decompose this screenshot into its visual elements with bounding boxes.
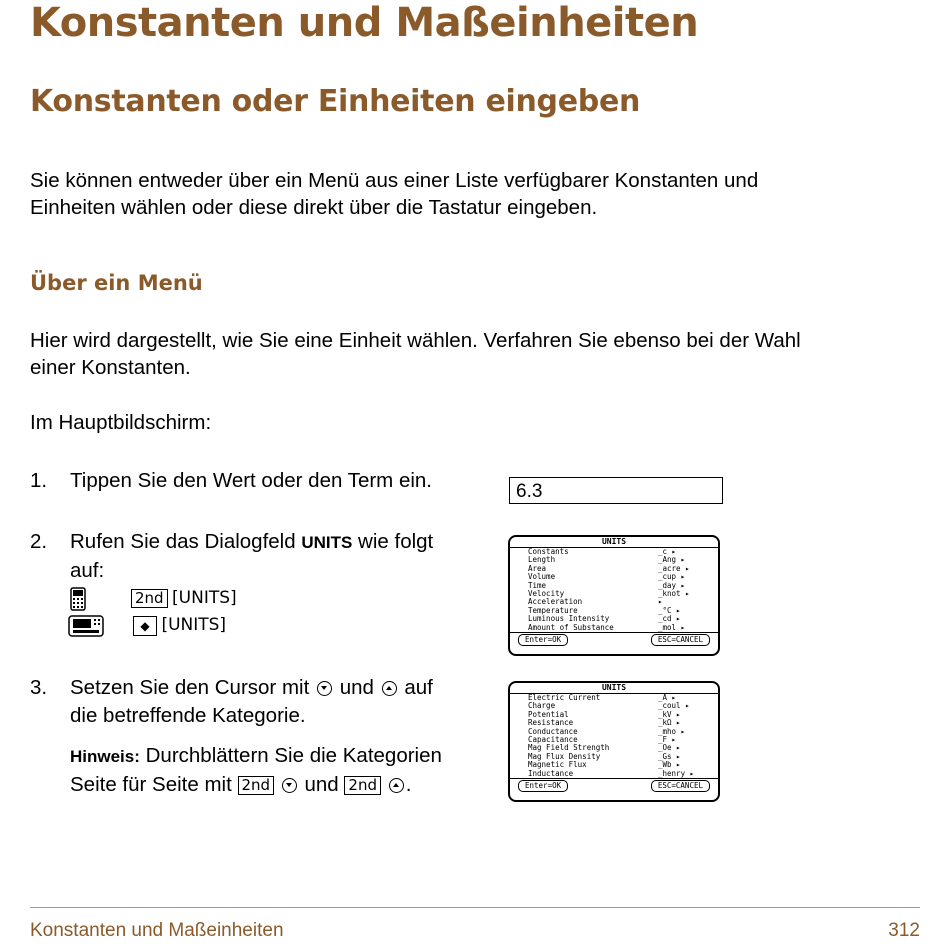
row-unit: _°C ▸ bbox=[658, 605, 681, 615]
down-arrow-icon bbox=[317, 681, 332, 696]
entry-line-display: 6.3 bbox=[509, 477, 723, 504]
units-key-2: [UNITS] bbox=[161, 615, 227, 635]
units-key: [UNITS] bbox=[172, 588, 237, 608]
screen-2-footer bbox=[510, 778, 718, 793]
desc-line-1: Hier wird dargestellt, wie Sie eine Einheit wählen. Verfahren Sie ebenso bei der Wahl bbox=[30, 329, 801, 352]
step-number-2: 2. bbox=[30, 530, 48, 553]
desc-line-2: einer Konstanten. bbox=[30, 356, 191, 379]
hint-line-1: Durchblättern Sie die Kategorien bbox=[145, 744, 442, 767]
footer-divider bbox=[30, 907, 920, 908]
row-unit: _acre ▸ bbox=[658, 563, 690, 573]
row-label: Conductance bbox=[528, 726, 578, 736]
esc-cancel-button: ESC=CANCEL bbox=[651, 634, 710, 646]
row-unit: _kV ▸ bbox=[658, 709, 681, 719]
row-unit: _henry ▸ bbox=[658, 768, 695, 778]
step-3-text-b: und bbox=[339, 676, 374, 699]
row-unit: ▸ bbox=[658, 597, 663, 607]
hint-line-2b: und bbox=[304, 773, 339, 796]
subsection-heading: Über ein Menü bbox=[30, 271, 203, 295]
row-label: Volume bbox=[528, 572, 556, 582]
intro-line-2: Einheiten wählen oder diese direkt über die Tastatur eingeben. bbox=[30, 196, 598, 219]
hint-period: . bbox=[405, 773, 412, 796]
enter-ok-button-2: Enter=OK bbox=[518, 780, 568, 792]
row-unit: _Ang ▸ bbox=[658, 555, 686, 565]
row-label: Luminous Intensity bbox=[528, 614, 610, 624]
voyage200-calculator-icon bbox=[68, 615, 104, 642]
row-label: Capacitance bbox=[528, 735, 578, 745]
row-label: Magnetic Flux bbox=[528, 760, 587, 770]
row-label: Electric Current bbox=[528, 693, 601, 702]
row-label: Time bbox=[528, 580, 547, 590]
enter-ok-button: Enter=OK bbox=[518, 634, 568, 646]
row-label: Constants bbox=[528, 547, 569, 556]
down-arrow-icon-2 bbox=[282, 778, 297, 793]
row-label: Inductance bbox=[528, 768, 574, 778]
second-key: 2nd bbox=[131, 589, 168, 608]
diamond-key: ◆ bbox=[133, 616, 157, 636]
intro-paragraph bbox=[30, 167, 910, 221]
section-heading: Konstanten oder Einheiten eingeben bbox=[30, 84, 641, 119]
description-paragraph bbox=[30, 327, 910, 381]
row-label: Mag Flux Density bbox=[528, 751, 601, 761]
step-text-1: Tippen Sie den Wert oder den Term ein. bbox=[70, 469, 432, 492]
intro-line-1: Sie können entweder über ein Menü aus einer Liste verfügbarer Konstanten und bbox=[30, 169, 759, 192]
units-dialog-screen-2 bbox=[508, 681, 720, 802]
row-unit: _mho ▸ bbox=[658, 726, 686, 736]
screen-2-title: UNITS bbox=[510, 683, 718, 694]
row-unit: _A ▸ bbox=[658, 693, 677, 702]
screen-1-footer bbox=[510, 632, 718, 647]
row-label: Charge bbox=[528, 701, 556, 711]
hint-note bbox=[70, 742, 510, 799]
ti89-key-sequence bbox=[131, 588, 237, 608]
row-label: Resistance bbox=[528, 718, 574, 728]
row-label: Length bbox=[528, 555, 556, 565]
hint-line-2a: Seite für Seite mit bbox=[70, 773, 232, 796]
home-screen-label: Im Hauptbildschirm: bbox=[30, 411, 212, 434]
row-label: Temperature bbox=[528, 605, 578, 615]
row-unit: _F ▸ bbox=[658, 735, 677, 745]
footer-chapter-title: Konstanten und Maßeinheiten bbox=[30, 920, 284, 941]
units-dialog-screen-1 bbox=[508, 535, 720, 656]
step-2-text-b: wie folgt bbox=[358, 530, 434, 553]
row-unit: _mol ▸ bbox=[658, 622, 686, 632]
row-unit: _Gs ▸ bbox=[658, 751, 681, 761]
page-number: 312 bbox=[888, 920, 920, 941]
step-text-3 bbox=[70, 674, 500, 730]
screen-2-list bbox=[510, 694, 718, 778]
row-unit: _Oe ▸ bbox=[658, 743, 681, 753]
step-number-3: 3. bbox=[30, 676, 48, 699]
units-dialog-name: UNITS bbox=[301, 533, 353, 552]
row-unit: _coul ▸ bbox=[658, 701, 690, 711]
ti89-calculator-icon bbox=[70, 587, 86, 616]
row-label: Mag Field Strength bbox=[528, 743, 610, 753]
row-label: Acceleration bbox=[528, 597, 583, 607]
esc-cancel-button-2: ESC=CANCEL bbox=[651, 780, 710, 792]
up-arrow-icon bbox=[382, 681, 397, 696]
second-key-4: 2nd bbox=[344, 776, 381, 795]
page-title: Konstanten und Maßeinheiten bbox=[30, 0, 699, 46]
voyage200-key-sequence bbox=[133, 615, 226, 636]
up-arrow-icon-2 bbox=[389, 778, 404, 793]
row-label: Velocity bbox=[528, 589, 565, 599]
step-3-text-c: auf bbox=[404, 676, 433, 699]
row-unit: _knot ▸ bbox=[658, 589, 690, 599]
hint-label: Hinweis: bbox=[70, 747, 140, 766]
step-number-1: 1. bbox=[30, 469, 48, 492]
row-unit: _kΩ ▸ bbox=[658, 718, 681, 728]
step-2-text-a: Rufen Sie das Dialogfeld bbox=[70, 530, 296, 553]
step-text-2 bbox=[70, 528, 490, 585]
row-unit: _c ▸ bbox=[658, 547, 677, 556]
row-unit: _Wb ▸ bbox=[658, 760, 681, 770]
row-unit: _day ▸ bbox=[658, 580, 686, 590]
row-unit: _cup ▸ bbox=[658, 572, 686, 582]
step-3-text-d: die betreffende Kategorie. bbox=[70, 704, 306, 727]
list-item bbox=[510, 624, 718, 632]
screen-1-title: UNITS bbox=[510, 537, 718, 548]
screen-1-list bbox=[510, 548, 718, 632]
list-item bbox=[510, 770, 718, 778]
step-3-text-a: Setzen Sie den Cursor mit bbox=[70, 676, 310, 699]
step-2-text-c: auf: bbox=[70, 559, 105, 582]
second-key-3: 2nd bbox=[238, 776, 275, 795]
row-label: Potential bbox=[528, 709, 569, 719]
row-label: Area bbox=[528, 563, 547, 573]
row-unit: _cd ▸ bbox=[658, 614, 681, 624]
row-label: Amount of Substance bbox=[528, 622, 614, 632]
